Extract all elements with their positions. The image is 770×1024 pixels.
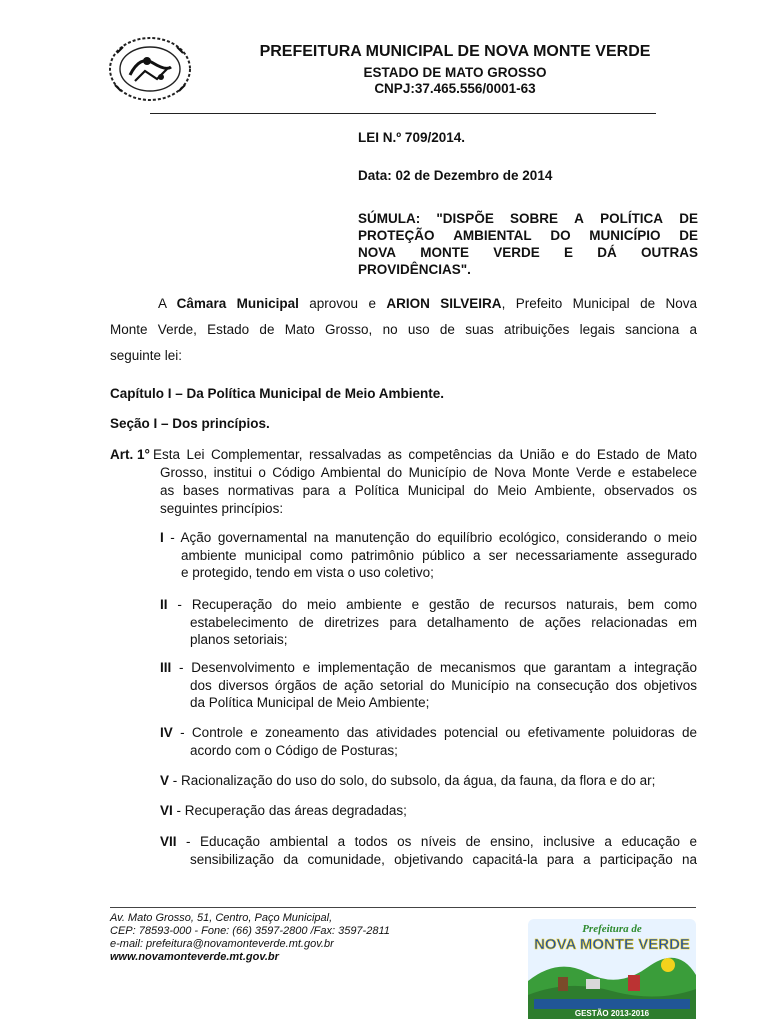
chapter-heading: Capítulo I – Da Política Municipal de Meio Ambiente. [110,386,445,401]
law-date: Data: 02 de Dezembro de 2014 [358,168,553,183]
item-text: - Racionalização do uso do solo, do subsolo, da água, da fauna, da flora e do ar; [169,773,656,788]
footer-email: e-mail: prefeitura@novamonteverde.mt.gov.br [110,938,334,950]
cnpj-number: CNPJ:37.465.556/0001-63 [374,81,536,96]
item-text: - Recuperação das áreas degradadas; [172,803,407,818]
summary-word: OUTRAS [640,245,698,260]
law-number: LEI N.º 709/2014. [358,130,465,145]
list-item [160,802,697,820]
summary-word: AMBIENTAL [453,228,532,243]
item-number: III [160,660,172,675]
summary-word: SOBRE [509,211,558,226]
list-item [160,659,697,712]
footer-divider [110,907,696,908]
list-item [160,724,697,759]
administration-logo [528,919,696,1019]
header-divider [150,113,656,114]
item-text: - Ação governamental na manutenção do equilíbrio ecológico, considerando o meio [163,530,697,545]
item-text: e protegido, tendo em vista o uso coletivo; [181,565,434,580]
summary-word: MONTE [420,245,469,260]
item-text: - Controle e zoneamento das atividades potencial ou efetivamente poluidoras de [172,725,697,740]
item-number: V [160,773,170,788]
item-text: - Desenvolvimento e implementação de mecanismos que garantam a integração [171,660,697,675]
item-text: dos diversos órgãos de ação setorial do Município na consecução dos objetivos [190,677,697,693]
summary-word: A [574,211,584,226]
camara-name: Câmara Municipal [176,296,299,311]
summary-word: DE [679,228,698,243]
summary-word: POLÍTICA [600,211,664,226]
intro-text: Monte Verde, Estado de Mato Grosso, no uso de suas atribuições legais sanciona a [110,322,697,337]
item-number: IV [160,725,173,740]
summary-word: MUNICÍPIO [589,228,661,243]
item-text: da Política Municipal de Meio Ambiente; [190,695,430,710]
summary-word: DE [679,211,698,226]
intro-text: aprovou e [298,296,387,311]
item-text: - Recuperação do meio ambiente e gestão de recursos naturais, bem como [167,597,697,612]
footer-phone: CEP: 78593-000 - Fone: (66) 3597-2800 /Fax: 3597-2811 [110,925,390,937]
intro-text: seguinte lei: [110,348,183,363]
item-number: I [160,530,164,545]
summary-word: SÚMULA: [358,211,421,226]
summary-word: VERDE [493,245,540,260]
list-item [160,833,697,868]
item-text: sensibilização da comunidade, objetivando capacitá-la para a participação na [190,851,697,867]
state-name: ESTADO DE MATO GROSSO [363,65,547,80]
item-number: VI [160,803,173,818]
item-text: ambiente municipal como patrimônio público a ser necessariamente assegurado [181,547,697,563]
summary-word: E [563,245,573,260]
municipal-seal-icon [105,33,195,105]
mayor-name: ARION SILVEIRA [386,296,502,311]
footer-address: Av. Mato Grosso, 51, Centro, Paço Municipal, [110,912,333,924]
article-text: Esta Lei Complementar, ressalvadas as competências da União e do Estado de Mato [153,447,697,462]
article-text: as bases normativas para a Política Municipal do Meio Ambiente, observados os [160,483,697,498]
intro-paragraph [110,291,697,369]
section-heading: Seção I – Dos princípios. [110,416,270,431]
footer-website: www.novamonteverde.mt.gov.br [110,951,279,963]
list-item [160,596,697,649]
logo-top-text: Prefeitura de [582,923,642,935]
intro-text: A [158,296,177,311]
document-title: PREFEITURA MUNICIPAL DE NOVA MONTE VERDE [259,43,651,60]
logo-name: NOVA MONTE VERDE [534,936,690,953]
summary-word: PROTEÇÃO [358,228,435,243]
item-number: VII [160,834,177,849]
logo-gestao: GESTÃO 2013-2016 [574,1009,650,1018]
item-text: planos setoriais; [190,632,288,647]
summary-word: NOVA [358,245,397,260]
item-number: II [160,597,168,612]
summary-word: DÁ [597,245,617,260]
intro-text: , Prefeito Municipal de Nova [501,296,698,311]
item-text: - Educação ambiental a todos os níveis de ensino, inclusive a educação e [176,834,697,849]
list-item [160,772,697,790]
article-label: Art. 1° [110,447,150,462]
article-text: seguintes princípios: [160,501,284,516]
summary-word: PROVIDÊNCIAS". [358,262,471,277]
article-text: Grosso, institui o Código Ambiental do Município de Nova Monte Verde e estabelece [160,465,697,480]
item-text: acordo com o Código de Posturas; [190,742,398,758]
footer-contact [110,912,390,964]
summary-word: DO [550,228,571,243]
list-item [160,529,697,582]
item-text: estabelecimento de diretrizes para detalhamento de ações relacionadas em [190,614,697,630]
law-summary [358,210,698,278]
summary-word: "DISPÕE [436,211,494,226]
article-1 [110,446,697,518]
